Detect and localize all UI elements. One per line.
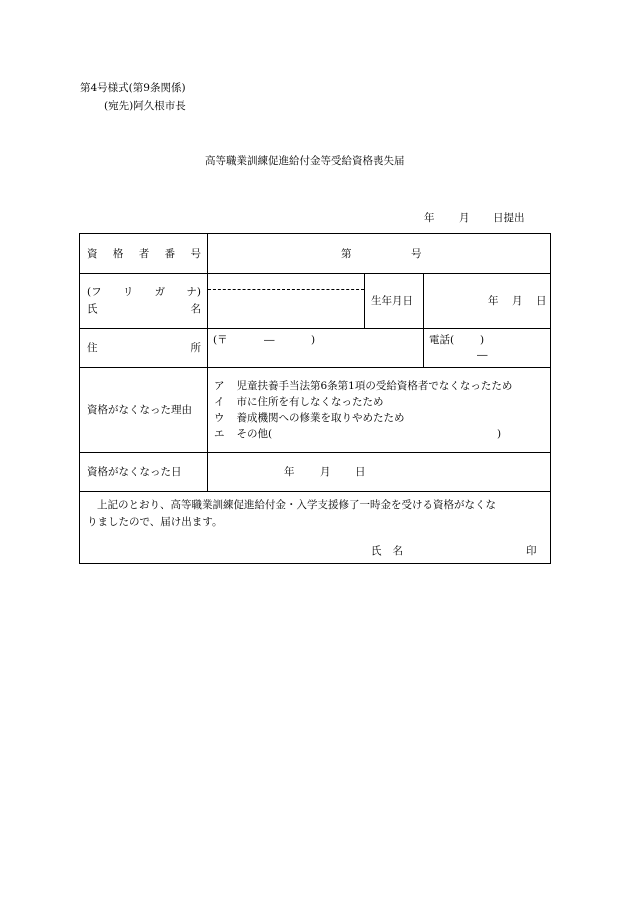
lost-day-label: 日	[355, 466, 366, 478]
lost-month-label: 月	[320, 466, 331, 478]
row-divider	[80, 452, 550, 453]
form-table	[79, 233, 551, 564]
name-label: 氏 名	[87, 303, 201, 315]
addressee: (宛先)阿久根市長	[104, 100, 186, 112]
page-title: 高等職業訓練促進給付金等受給資格喪失届	[205, 155, 405, 167]
row-divider	[80, 273, 550, 274]
postal-code-close: )	[311, 334, 316, 346]
qualifier-number-label: 資 格 者 番 号	[87, 248, 201, 260]
birth-month-label: 月	[512, 295, 523, 307]
reason-item: エ その他(	[214, 428, 273, 440]
row-divider	[80, 491, 550, 492]
address-label: 住 所	[87, 342, 201, 354]
phone-dash: ―	[477, 349, 488, 361]
birth-day-label: 日	[536, 295, 547, 307]
row-divider	[80, 328, 550, 329]
furigana-label: (フ リ ガ ナ)	[87, 286, 201, 298]
statement-line-1: 上記のとおり、高等職業訓練促進給付金・入学支援修了一時金を受ける資格がなくな	[97, 499, 496, 511]
phone-column-divider	[423, 328, 424, 367]
row-divider	[80, 367, 550, 368]
lost-date-label: 資格がなくなった日	[87, 466, 182, 478]
phone-label: 電話(	[429, 334, 455, 346]
lost-year-label: 年	[284, 466, 295, 478]
signature-name-label: 氏 名	[371, 545, 403, 557]
reason-other-close: )	[497, 428, 502, 440]
reason-item: イ 市に住所を有しなくなったため	[214, 396, 384, 408]
birth-column-divider	[364, 273, 365, 328]
postal-code-open: (〒	[213, 334, 228, 346]
qualifier-number-gou: 号	[411, 248, 422, 260]
birth-value-divider	[423, 273, 424, 328]
postal-code-dash: ―	[264, 334, 275, 346]
date-month-label: 月	[459, 212, 470, 224]
seal-mark: 印	[526, 545, 537, 557]
date-day-submit-label: 日提出	[493, 212, 525, 224]
furigana-separator	[208, 289, 364, 290]
date-year-label: 年	[424, 212, 435, 224]
reason-item: ア 児童扶養手当法第6条第1項の受給資格者でなくなったため	[214, 380, 513, 392]
reason-label: 資格がなくなった理由	[87, 404, 192, 416]
qualifier-number-dai: 第	[341, 248, 352, 260]
form-number: 第4号様式(第9条関係)	[80, 82, 186, 94]
phone-close: )	[480, 334, 485, 346]
birth-year-label: 年	[488, 295, 499, 307]
birth-date-label: 生年月日	[371, 295, 413, 307]
label-column-divider	[207, 234, 208, 491]
reason-item: ウ 養成機関への修業を取りやめたため	[214, 412, 405, 424]
statement-line-2: りましたので、届け出ます。	[87, 516, 223, 528]
